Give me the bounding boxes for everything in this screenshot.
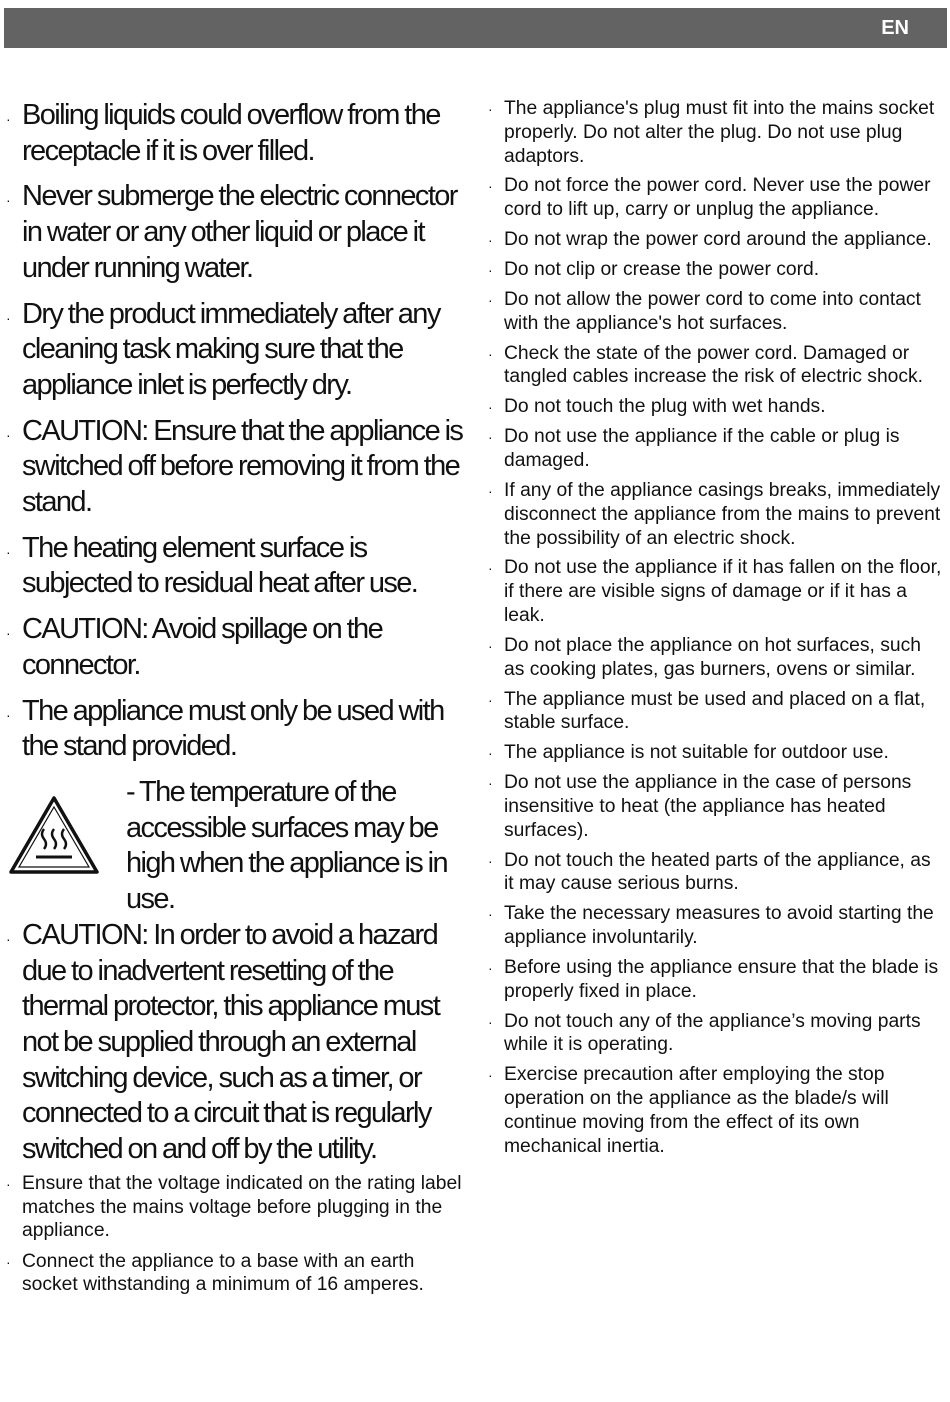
list-item xyxy=(488,1063,943,1158)
bullet-icon: · xyxy=(488,745,493,762)
bullet-icon: · xyxy=(6,1175,11,1192)
item-text: Do not wrap the power cord around the appliance. xyxy=(504,229,932,251)
item-text: CAUTION: Avoid spillage on the connector. xyxy=(22,613,383,681)
list-item xyxy=(488,174,943,222)
large-safety-list-continued xyxy=(6,918,466,1168)
list-item xyxy=(488,97,943,168)
list-item xyxy=(6,531,466,602)
item-text: Boiling liquids could overflow from the receptacle if it is over filled. xyxy=(22,99,440,167)
bullet-icon: · xyxy=(488,429,493,446)
item-text: Before using the appliance ensure that the blade is properly fixed in place. xyxy=(504,957,939,1002)
list-item xyxy=(488,425,943,473)
list-item xyxy=(488,902,943,950)
bullet-icon: · xyxy=(488,101,493,117)
bullet-icon: · xyxy=(488,560,493,577)
item-text: Take the necessary measures to avoid starting the appliance involuntarily. xyxy=(504,903,934,949)
bullet-icon: · xyxy=(6,625,10,642)
list-item xyxy=(488,342,943,390)
item-text: Connect the appliance to a base with an earth socket withstanding a minimum of 16 amperes. xyxy=(22,1250,424,1296)
item-text: If any of the appliance casings breaks, immediately disconnect the appliance from the mains to prevent the possibility of an electric shock. xyxy=(504,479,941,549)
bullet-icon: · xyxy=(488,1067,493,1084)
item-text: Do not force the power cord. Never use the power cord to lift up, carry or unplug the appliance. xyxy=(504,175,931,221)
bullet-icon: · xyxy=(488,691,493,708)
hot-surface-warning xyxy=(6,775,466,916)
item-text: Never submerge the electric connector in water or any other liquid or place it under running water. xyxy=(22,180,457,284)
item-text: Dry the product immediately after any cleaning task making sure that the appliance inlet is perfectly dry. xyxy=(22,297,440,401)
list-item xyxy=(6,297,466,404)
item-text: The heating element surface is subjected to residual heat after use. xyxy=(22,531,418,600)
item-text: The appliance is not suitable for outdoor use. xyxy=(504,742,889,764)
item-text: Do not place the appliance on hot surfaces, such as cooking plates, gas burners, ovens or similar. xyxy=(504,634,921,680)
bullet-icon: · xyxy=(488,291,493,308)
list-item xyxy=(6,1172,466,1243)
list-item xyxy=(488,1010,943,1058)
bullet-icon: · xyxy=(6,930,10,947)
item-text: The appliance must only be used with the stand provided. xyxy=(22,694,444,763)
item-text: Exercise precaution after employing the stop operation on the appliance as the blade/s will continue moving from the effect of its own mechanical inertia. xyxy=(504,1064,889,1157)
list-item xyxy=(6,1250,466,1298)
list-item xyxy=(488,258,943,282)
bullet-icon: · xyxy=(488,775,493,792)
list-item xyxy=(6,179,466,286)
bullet-icon: · xyxy=(6,111,10,127)
list-item xyxy=(488,479,943,550)
bullet-icon: · xyxy=(488,345,493,362)
list-item xyxy=(488,956,943,1004)
item-text: The appliance's plug must fit into the mains socket properly. Do not alter the plug. Do not use plug adaptors. xyxy=(504,98,935,167)
list-item xyxy=(6,612,466,683)
bullet-icon: · xyxy=(6,309,10,326)
large-safety-list xyxy=(6,98,466,765)
item-text: Do not allow the power cord to come into contact with the appliance's hot surfaces. xyxy=(504,288,921,334)
item-text: CAUTION: In order to avoid a hazard due to inadvertent resetting of the thermal protector, this appliance must not be supplied through an external switching device, such as a timer, or connected to a circuit that is regularly switched on and off by the utility. xyxy=(22,918,440,1166)
right-safety-list xyxy=(488,97,943,1159)
list-item xyxy=(488,688,943,736)
bullet-icon: · xyxy=(488,906,493,923)
language-label: EN xyxy=(881,17,909,39)
item-text: Do not clip or crease the power cord. xyxy=(504,259,820,281)
bullet-icon: · xyxy=(6,1253,11,1270)
bullet-icon: · xyxy=(488,852,493,869)
list-item xyxy=(488,228,943,252)
warning-text: - The temperature of the accessible surfaces may be high when the appliance is in use. xyxy=(126,775,448,916)
item-text: Ensure that the voltage indicated on the rating label matches the mains voltage before plugging in the appliance. xyxy=(22,1172,462,1242)
bullet-icon: · xyxy=(488,262,493,279)
item-text: Check the state of the power cord. Damaged or tangled cables increase the risk of electric shock. xyxy=(504,342,924,388)
bullet-icon: · xyxy=(6,706,10,723)
list-item xyxy=(6,98,466,169)
item-text: Do not touch the heated parts of the appliance, as it may cause serious burns. xyxy=(504,849,931,895)
bullet-icon: · xyxy=(6,543,10,560)
list-item xyxy=(6,918,466,1168)
bullet-icon: · xyxy=(488,960,493,976)
small-safety-list xyxy=(6,1172,466,1297)
list-item xyxy=(488,556,943,627)
item-text: Do not touch the plug with wet hands. xyxy=(504,396,826,418)
item-text: Do not touch any of the appliance’s moving parts while it is operating. xyxy=(504,1010,921,1056)
item-text: Do not use the appliance in the case of persons insensitive to heat (the appliance has heated surfaces). xyxy=(504,772,912,841)
bullet-icon: · xyxy=(6,192,10,209)
bullet-icon: · xyxy=(488,232,493,249)
hot-surface-warning-icon xyxy=(8,795,100,875)
list-item xyxy=(488,288,943,336)
bullet-icon: · xyxy=(488,399,493,416)
list-item xyxy=(488,741,943,765)
bullet-icon: · xyxy=(488,178,493,195)
bullet-icon: · xyxy=(488,482,493,499)
item-text: Do not use the appliance if it has fallen on the floor, if there are visible signs of damage or if it has a leak. xyxy=(504,557,942,626)
bullet-icon: · xyxy=(488,1013,493,1030)
list-item xyxy=(6,414,466,521)
item-text: Do not use the appliance if the cable or plug is damaged. xyxy=(504,426,900,472)
bullet-icon: · xyxy=(488,637,493,654)
list-item xyxy=(6,694,466,765)
list-item xyxy=(488,849,943,897)
left-column xyxy=(6,98,466,1303)
page-header-bar xyxy=(4,8,947,48)
item-text: CAUTION: Ensure that the appliance is switched off before removing it from the stand. xyxy=(22,414,463,519)
list-item xyxy=(488,771,943,842)
bullet-icon: · xyxy=(6,426,10,443)
item-text: The appliance must be used and placed on a flat, stable surface. xyxy=(504,688,926,734)
list-item xyxy=(488,634,943,682)
list-item xyxy=(488,395,943,419)
right-column xyxy=(488,97,943,1165)
